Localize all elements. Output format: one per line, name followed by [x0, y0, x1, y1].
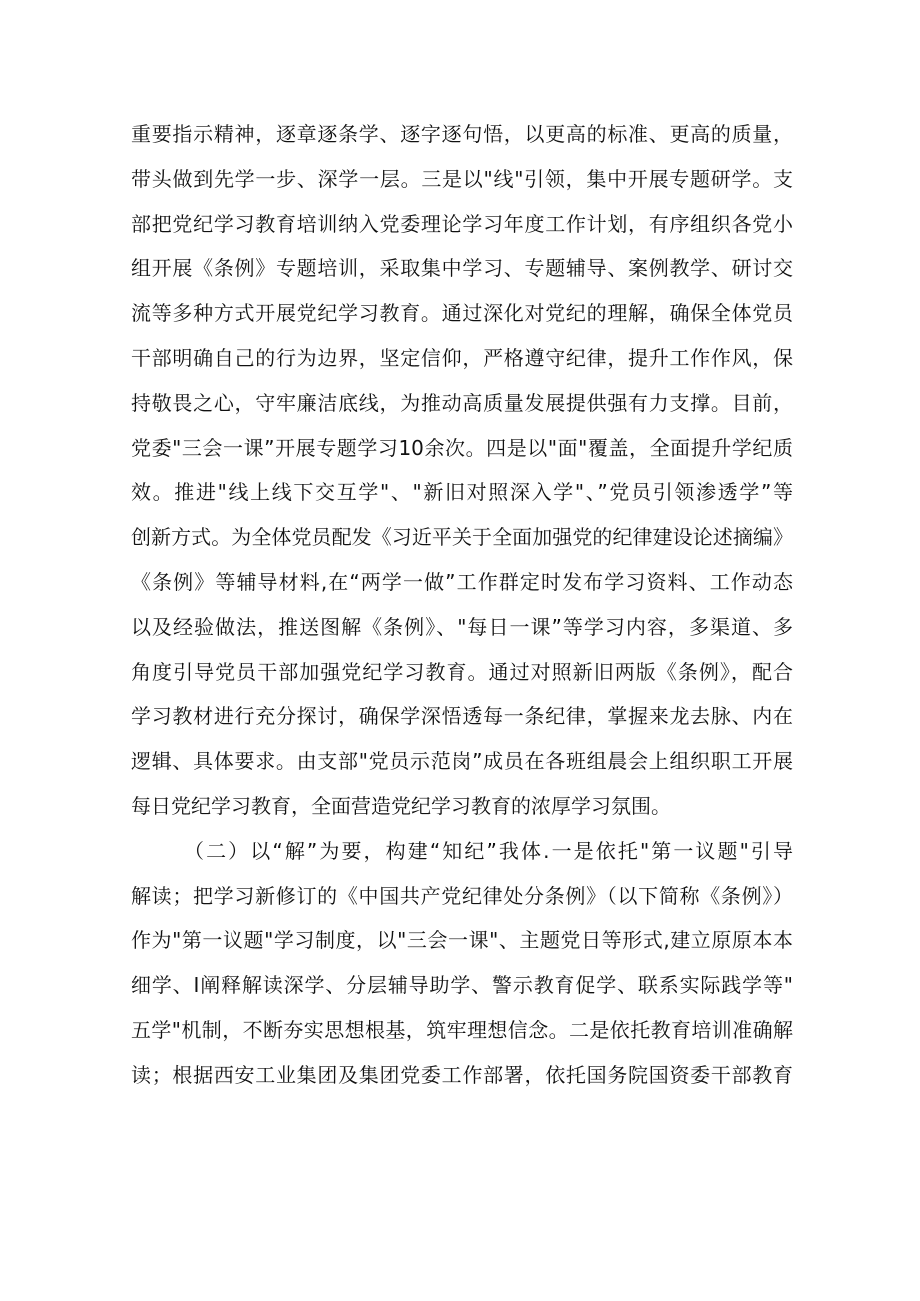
text-line: 以及经验做法，推送图解《条例》、"每日一课”等学习内容，多渠道、多 [131, 614, 793, 639]
text-line: 细学、I阐释解读深学、分层辅导助学、警示教育促学、联系实际践学等" [131, 973, 793, 998]
text-line: 干部明确自己的行为边界，坚定信仰，严格遵守纪律，提升工作作风，保 [131, 345, 793, 370]
text-line: 持敬畏之心，守牢廉洁底线，为推动高质量发展提供强有力支撑。目前， [131, 390, 793, 415]
text-line: 党委"三会一课”开展专题学习10余次。四是以"面"覆盖，全面提升学纪质 [131, 435, 793, 460]
text-line: 组开展《条例》专题培训，采取集中学习、专题辅导、案例教学、研讨交 [131, 256, 793, 281]
text-line: 角度引导党员干部加强党纪学习教育。通过对照新旧两版《条例》，配合 [131, 659, 793, 684]
text-line: 解读；把学习新修订的《中国共产党纪律处分条例》（以下简称《条例》） [131, 883, 793, 908]
text-line: 流等多种方式开展党纪学习教育。通过深化对党纪的理解，确保全体党员 [131, 301, 793, 326]
text-line: 作为"第一议题"学习制度，以"三会一课"、主题党日等形式,建立原原本本 [131, 928, 793, 953]
text-line: 带头做到先学一步、深学一层。三是以"线"引领，集中开展专题研学。支 [131, 166, 793, 191]
document-body [131, 112, 793, 1098]
paragraph-1 [131, 112, 793, 829]
text-line: 重要指示精神，逐章逐条学、逐字逐句悟，以更高的标准、更高的质量， [131, 122, 793, 146]
text-line: 五学"机制，不断夯实思想根基，筑牢理想信念。二是依托教育培训准确解 [131, 1017, 793, 1042]
text-line: 效。推进"线上线下交互学"、"新旧对照深入学"、”党员引领渗透学”等 [131, 480, 793, 505]
text-line: 读；根据西安工业集团及集团党委工作部署，依托国务院国资委干部教育 [131, 1062, 793, 1087]
text-line: 学习教材进行充分探讨，确保学深悟透每一条纪律，掌握来龙去脉、内在 [131, 704, 793, 729]
text-line: 逻辑、具体要求。由支部"党员示范岗”成员在各班组晨会上组织职工开展 [131, 749, 793, 774]
text-line: 《条例》等辅导材料,在“两学一做”工作群定时发布学习资料、工作动态 [131, 569, 793, 594]
text-line: （二）以“解”为要，构建“知纪”我体.一是依托"第一议题"引导 [184, 838, 793, 863]
text-line: 部把党纪学习教育培训纳入党委理论学习年度工作计划，有序组织各党小 [131, 211, 793, 236]
paragraph-2 [131, 829, 793, 1098]
text-line: 创新方式。为全体党员配发《习近平关于全面加强党的纪律建设论述摘编》 [131, 525, 793, 550]
text-line: 每日党纪学习教育，全面营造党纪学习教育的浓厚学习氛围。 [131, 793, 671, 818]
